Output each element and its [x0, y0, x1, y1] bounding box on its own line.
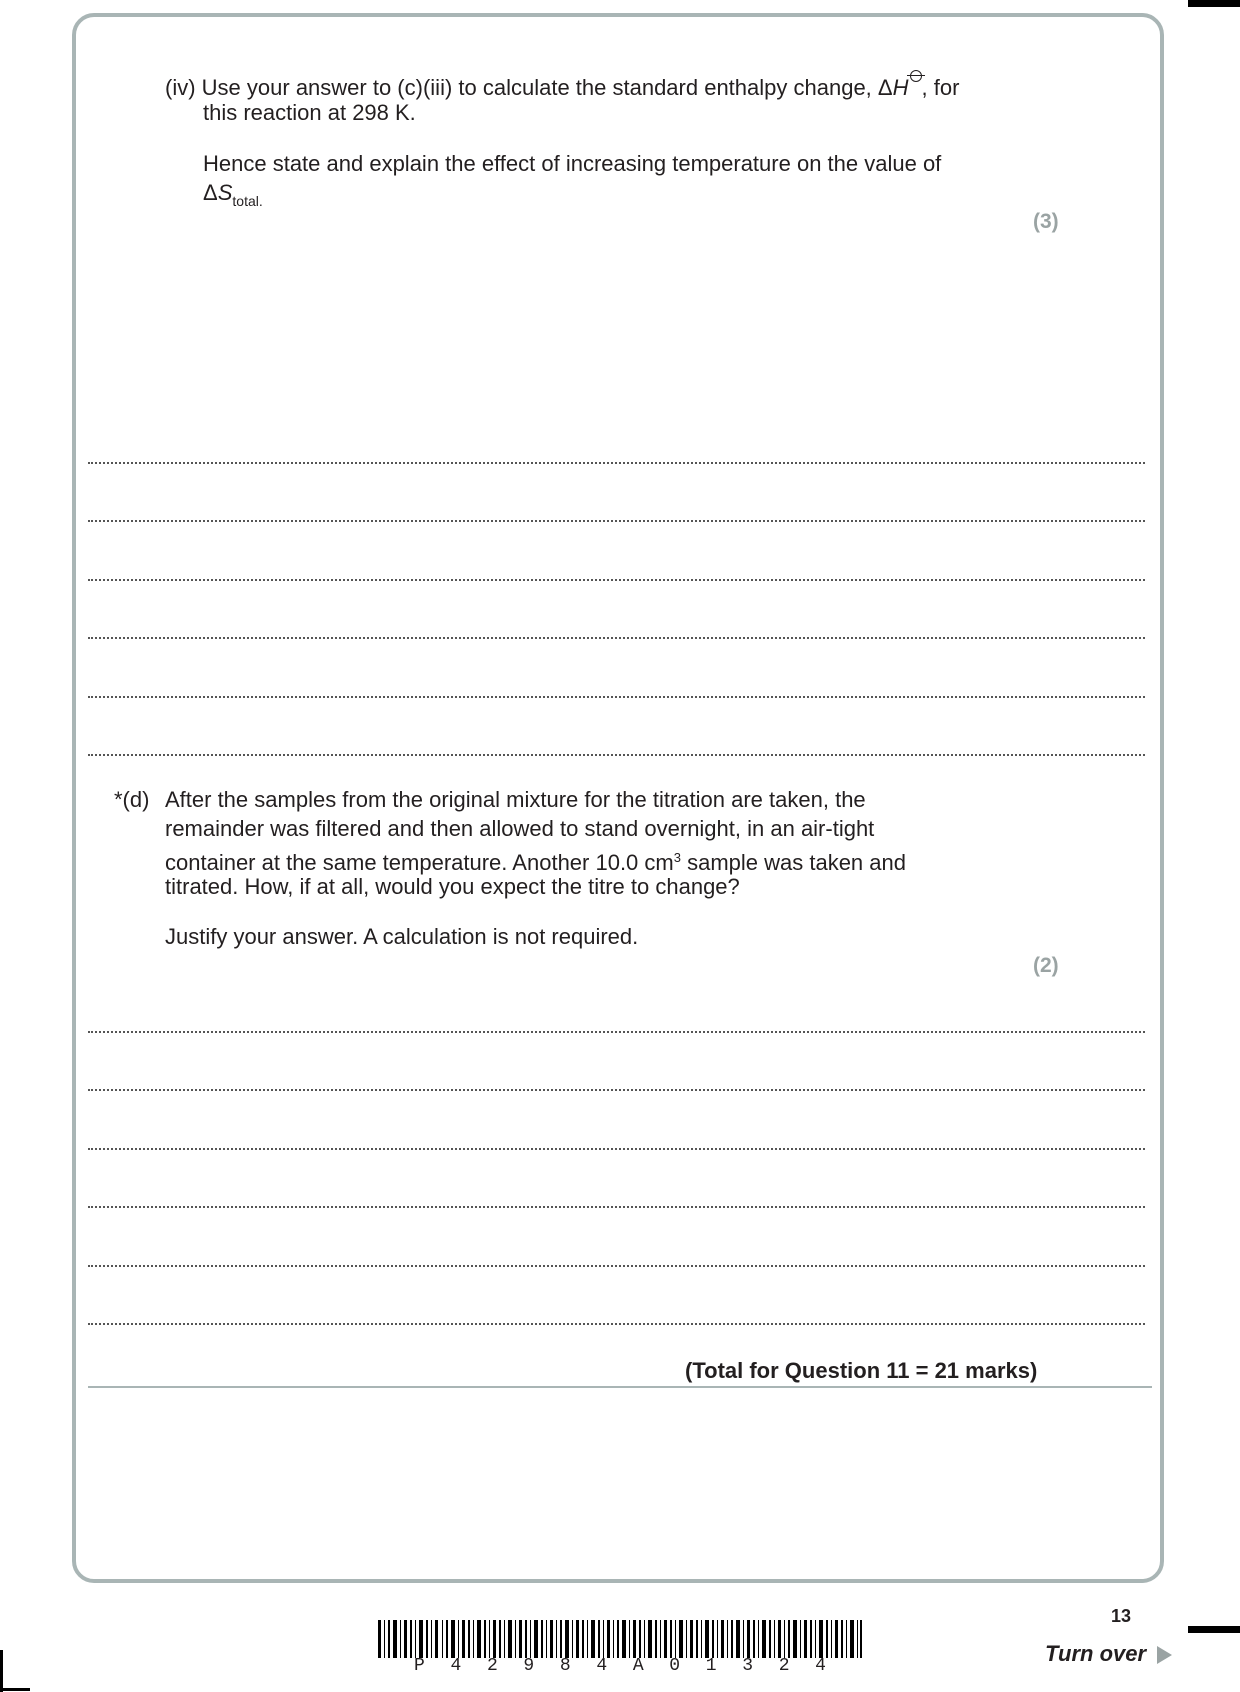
answer-line[interactable]: [88, 579, 1145, 581]
barcode: [378, 1620, 862, 1658]
answer-line[interactable]: [88, 1148, 1145, 1150]
edge-mark-left: [0, 1650, 3, 1692]
answer-line[interactable]: [88, 1089, 1145, 1091]
question-total: (Total for Question 11 = 21 marks): [685, 1358, 1038, 1383]
question-iv-hence: Hence state and explain the effect of increasing temperature on the value of: [203, 151, 942, 176]
answer-line[interactable]: [88, 1031, 1145, 1033]
answer-line[interactable]: [88, 462, 1145, 464]
edge-mark-corner: [0, 1688, 30, 1691]
answer-line[interactable]: [88, 1265, 1145, 1267]
marks-iv: (3): [1033, 210, 1059, 233]
question-d-line2: remainder was filtered and then allowed to stand overnight, in an air-tight: [165, 816, 875, 841]
marks-d: (2): [1033, 954, 1059, 977]
page-number: 13: [1111, 1606, 1132, 1626]
answer-line[interactable]: [88, 696, 1145, 698]
answer-line[interactable]: [88, 1206, 1145, 1208]
question-d-line3: container at the same temperature. Another 10.0 $cm^3$ sample was taken and: [165, 850, 906, 875]
turn-over-arrow-icon: [1157, 1646, 1172, 1664]
answer-line[interactable]: [88, 754, 1145, 756]
question-iv-label: (iv): [165, 75, 196, 100]
question-d-line1: After the samples from the original mixture for the titration are taken, the: [165, 787, 866, 812]
question-d-line4: titrated. How, if at all, would you expect the titre to change?: [165, 874, 740, 899]
question-iv-line1: (iv) Use your answer to (c)(iii) to calculate the standard enthalpy change, ΔH , for: [165, 70, 959, 102]
question-d-justify: Justify your answer. A calculation is not required.: [165, 924, 639, 949]
turn-over-label: Turn over: [1045, 1641, 1147, 1666]
edge-mark-bottom: [1188, 1626, 1240, 1633]
question-iv-line2: this reaction at 298 K.: [203, 100, 416, 125]
answer-line[interactable]: [88, 637, 1145, 639]
answer-line[interactable]: [88, 1323, 1145, 1325]
question-d-label: *(d): [114, 787, 150, 812]
standard-state-symbol: [910, 70, 922, 82]
edge-mark-top: [1188, 0, 1240, 7]
barcode-number: P 4 2 9 8 4 A 0 1 3 2 4: [414, 1656, 826, 1676]
total-rule: [88, 1386, 1152, 1388]
answer-line[interactable]: [88, 520, 1145, 522]
question-iv-delta-s: $\Delta S_{total.}$: [203, 180, 263, 209]
